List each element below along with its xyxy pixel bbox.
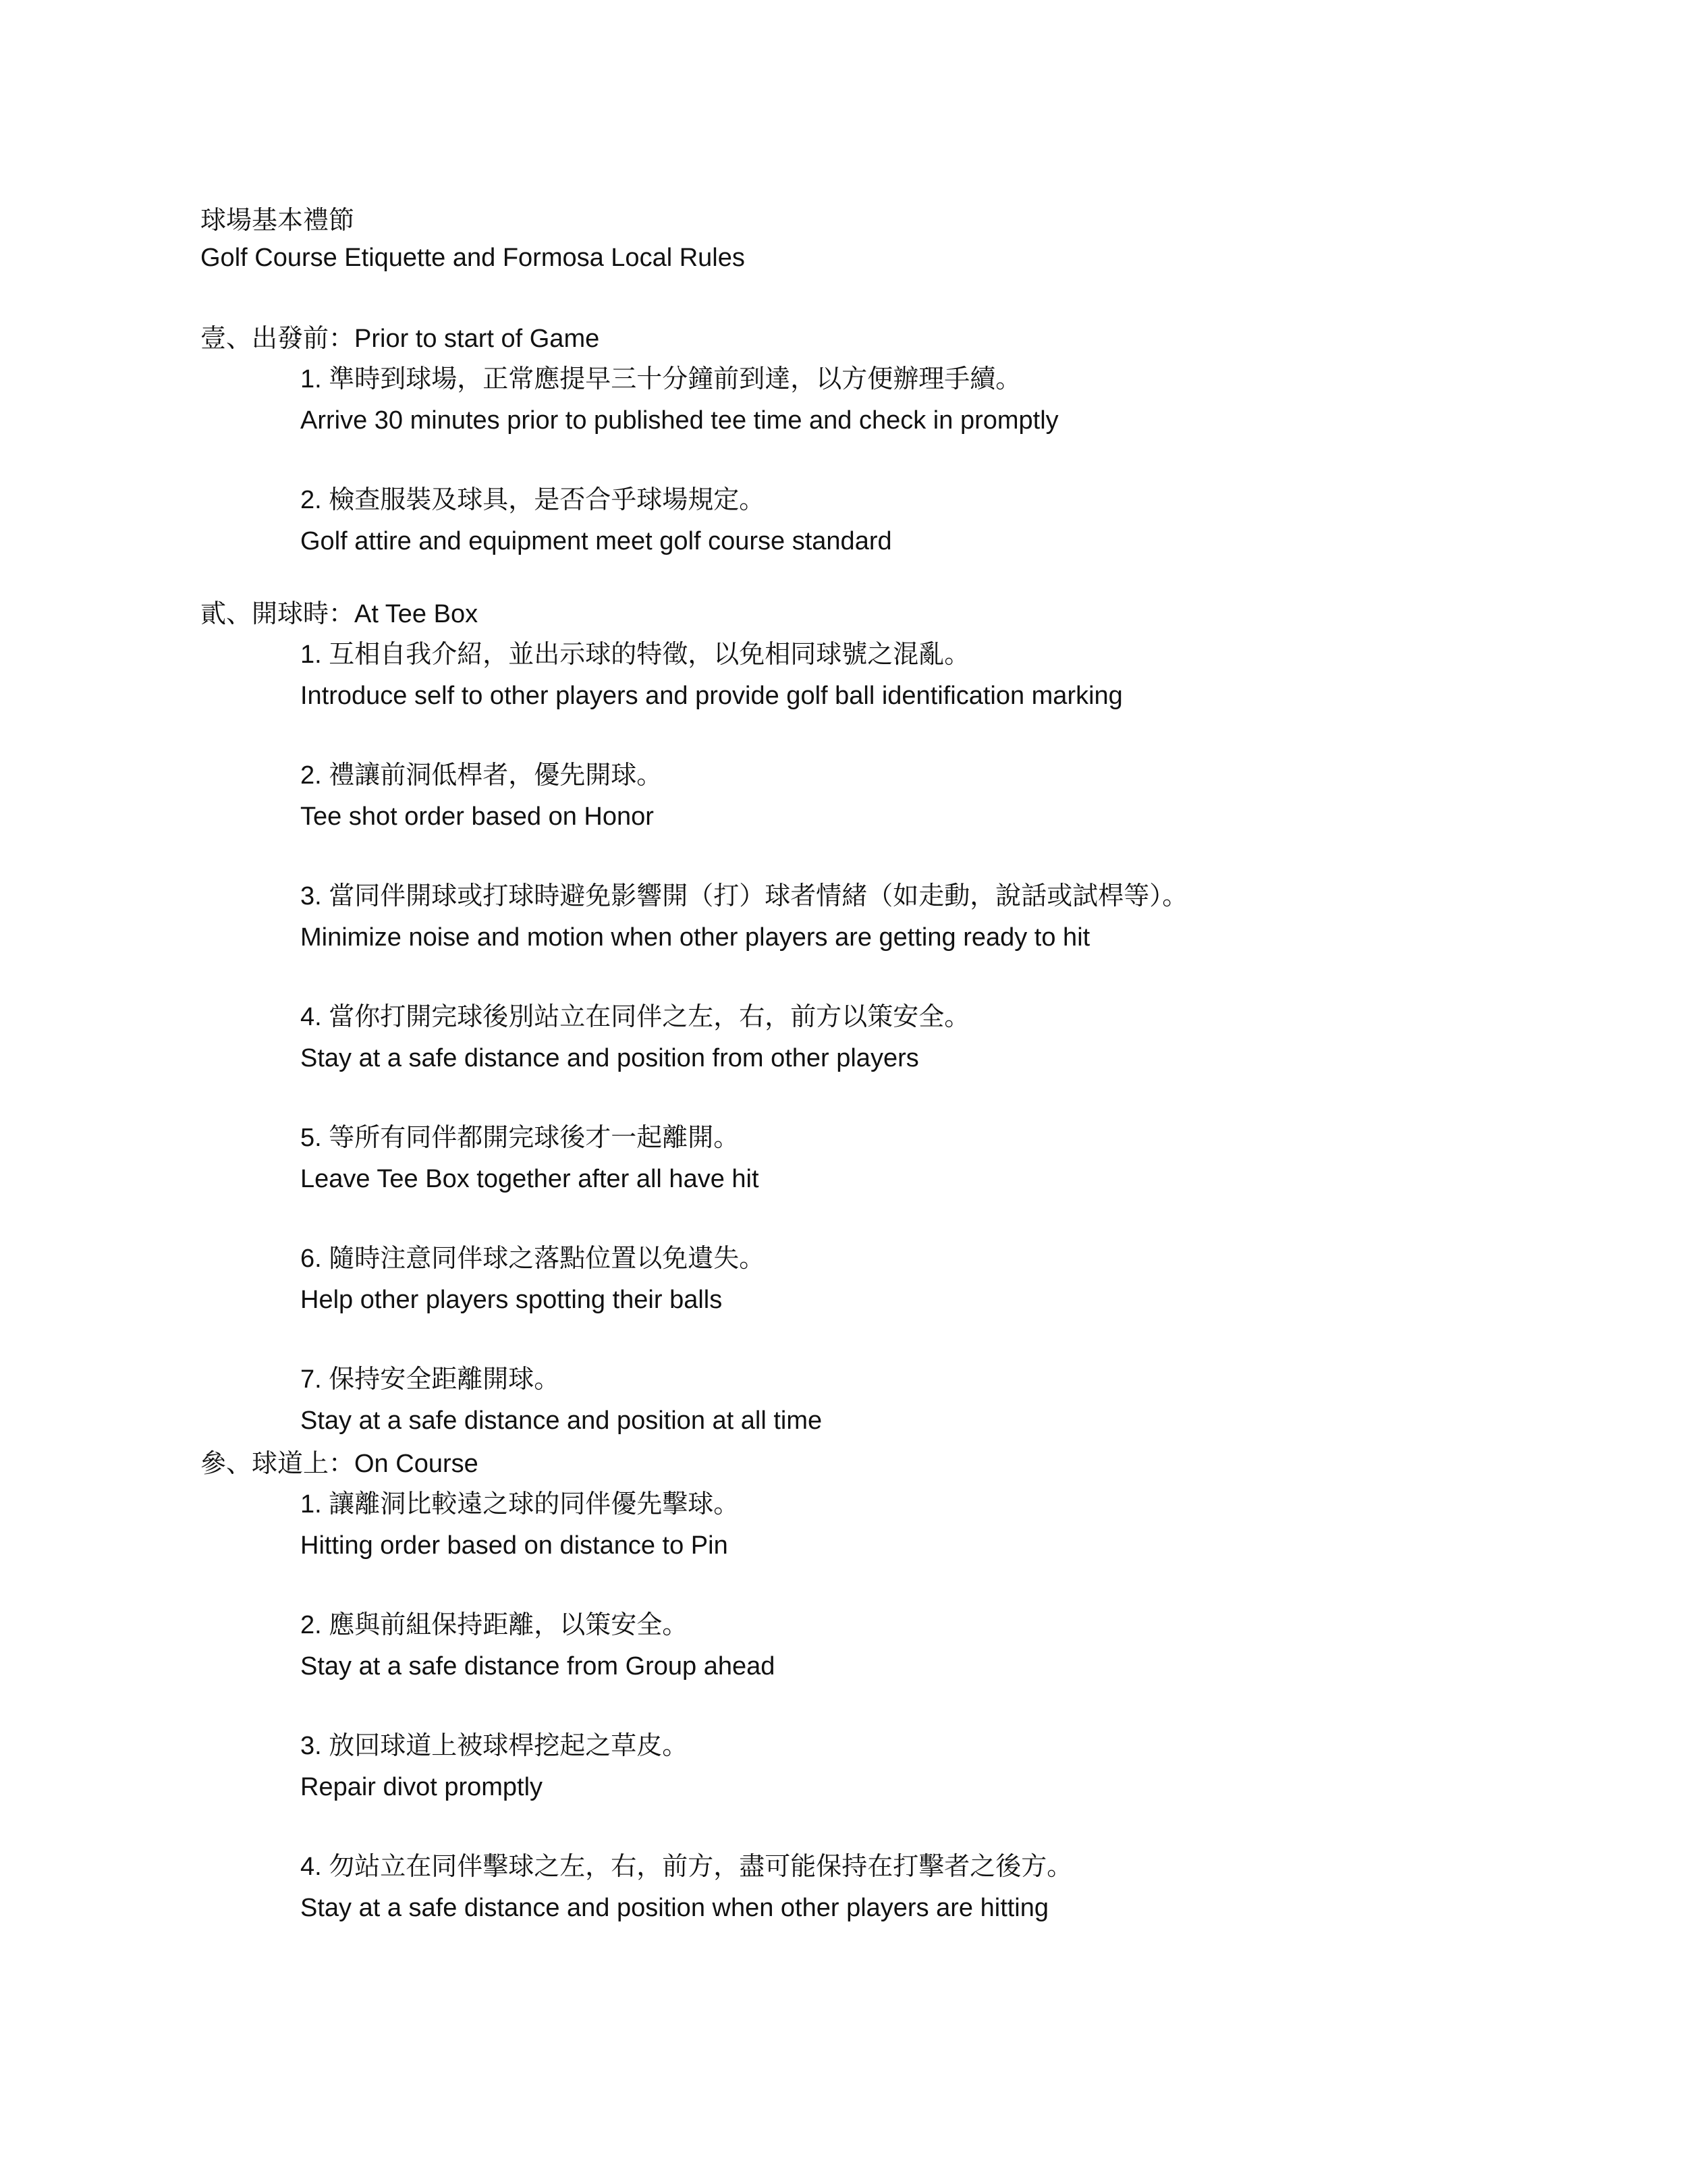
rule-text-english: Golf attire and equipment meet golf course standard xyxy=(300,527,892,556)
rule-list xyxy=(300,359,1059,562)
rule-text-english: Help other players spotting their balls xyxy=(300,1286,723,1315)
rule-item xyxy=(300,876,1188,958)
rule-text-chinese: 6. 隨時注意同伴球之落點位置以免遺失。 xyxy=(300,1245,765,1274)
rule-text-chinese: 1. 讓離洞比較遠之球的同伴優先擊球。 xyxy=(300,1490,740,1519)
rule-item xyxy=(300,1484,1072,1566)
rule-text-chinese: 7. 保持安全距離開球。 xyxy=(300,1365,560,1394)
rule-text-english: Tee shot order based on Honor xyxy=(300,802,654,831)
rule-item xyxy=(300,997,1188,1079)
rule-text-chinese: 2. 禮讓前洞低桿者，優先開球。 xyxy=(300,761,663,790)
rule-item xyxy=(300,1118,1188,1200)
rule-text-chinese: 5. 等所有同伴都開完球後才一起離開。 xyxy=(300,1124,740,1153)
rule-item xyxy=(300,1238,1188,1321)
rule-text-chinese: 1. 準時到球場，正常應提早三十分鐘前到達，以方便辦理手續。 xyxy=(300,365,1022,394)
rule-item xyxy=(300,359,1059,441)
rule-text-chinese: 1. 互相自我介紹，並出示球的特徵，以免相同球號之混亂。 xyxy=(300,640,970,670)
rule-text-chinese: 4. 當你打開完球後別站立在同伴之左，右，前方以策安全。 xyxy=(300,1003,970,1032)
document-title-chinese: 球場基本禮節 xyxy=(200,207,355,235)
rule-text-english: Stay at a safe distance and position when other players are hitting xyxy=(300,1894,1049,1923)
section-on-course xyxy=(200,1446,1072,1929)
rule-item xyxy=(300,755,1188,838)
section-heading: 參、球道上：On Course xyxy=(200,1450,478,1478)
rule-text-chinese: 3. 當同伴開球或打球時避免影響開（打）球者情緒（如走動，說話或試桿等）。 xyxy=(300,882,1188,911)
rule-text-chinese: 2. 應與前組保持距離，以策安全。 xyxy=(300,1611,688,1640)
section-heading: 壹、出發前：Prior to start of Game xyxy=(200,325,600,353)
rule-list xyxy=(300,1484,1072,1929)
section-heading: 貳、開球時：At Tee Box xyxy=(200,600,478,628)
rule-text-english: Introduce self to other players and provide golf ball identification marking xyxy=(300,682,1123,711)
rule-text-english: Arrive 30 minutes prior to published tee time and check in promptly xyxy=(300,406,1059,435)
rule-item xyxy=(300,1847,1072,1929)
rule-text-english: Hitting order based on distance to Pin xyxy=(300,1531,728,1560)
rule-item xyxy=(300,1726,1072,1808)
rule-text-english: Stay at a safe distance and position at all time xyxy=(300,1407,823,1436)
section-prior-to-start xyxy=(200,321,1059,562)
rule-item xyxy=(300,634,1188,717)
rule-text-english: Stay at a safe distance and position from other players xyxy=(300,1044,919,1073)
rule-text-english: Minimize noise and motion when other players are getting ready to hit xyxy=(300,923,1090,952)
rule-text-english: Leave Tee Box together after all have hit xyxy=(300,1165,759,1194)
rule-item xyxy=(300,1605,1072,1687)
rule-text-chinese: 2. 檢查服裝及球具，是否合乎球場規定。 xyxy=(300,486,765,515)
section-at-tee-box xyxy=(200,596,1188,1442)
rule-list xyxy=(300,634,1188,1442)
rule-item xyxy=(300,480,1059,562)
rule-text-chinese: 4. 勿站立在同伴擊球之左，右，前方，盡可能保持在打擊者之後方。 xyxy=(300,1853,1073,1882)
rule-text-chinese: 3. 放回球道上被球桿挖起之草皮。 xyxy=(300,1732,688,1761)
document-header xyxy=(200,202,745,277)
document-title-english: Golf Course Etiquette and Formosa Local Rules xyxy=(200,244,745,273)
rule-item xyxy=(300,1359,1188,1442)
rule-text-english: Stay at a safe distance from Group ahead xyxy=(300,1652,775,1681)
rule-text-english: Repair divot promptly xyxy=(300,1773,543,1802)
